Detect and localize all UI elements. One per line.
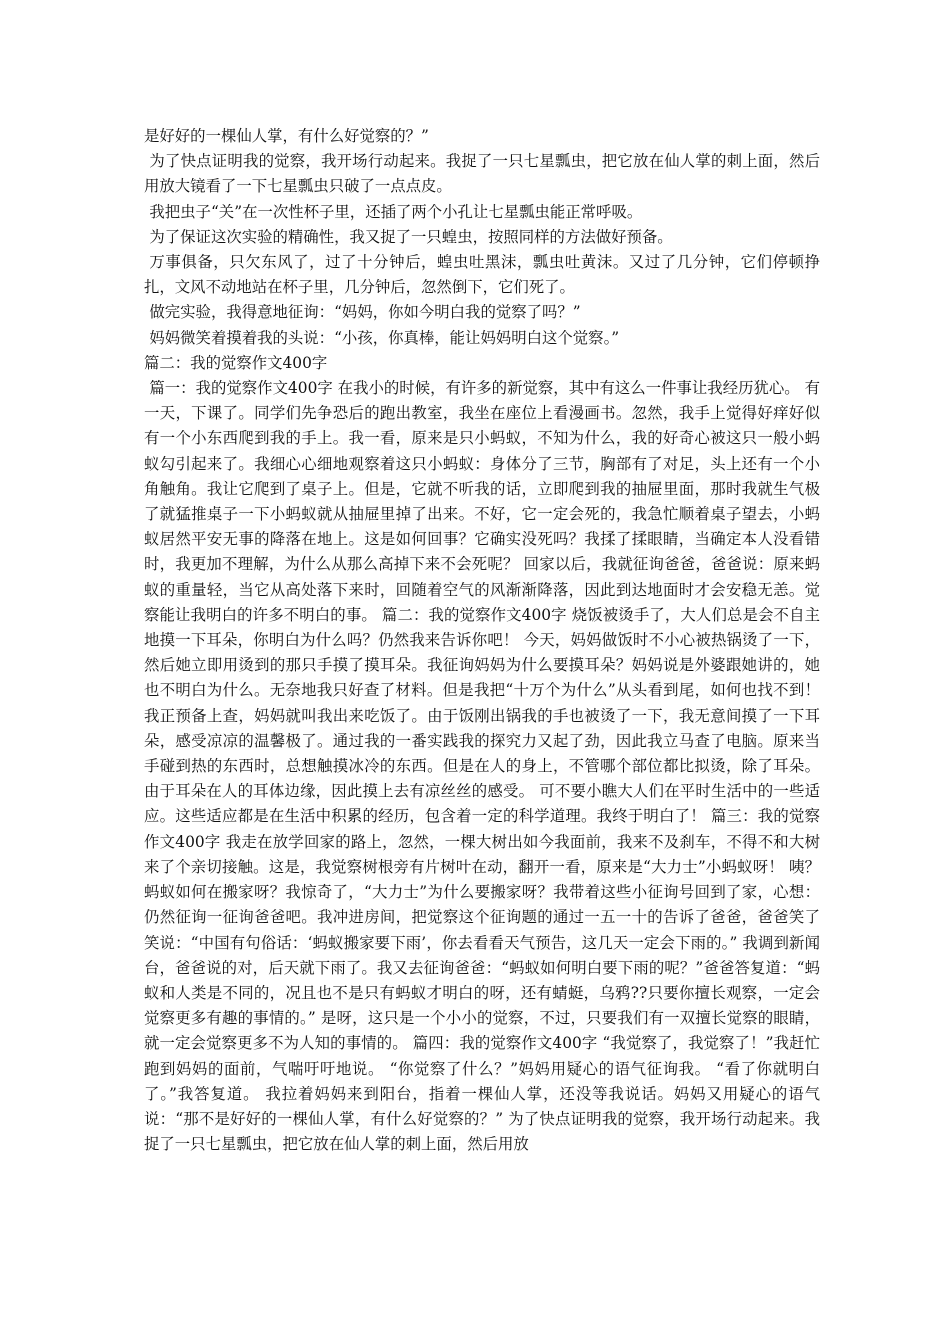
document-page [144,124,820,1157]
paragraph-7: 妈妈微笑着摸着我的头说：“小孩，你真棒，能让妈妈明白这个觉察。” [149,328,620,347]
paragraph-1: 是好好的一棵仙人掌，有什么好觉察的？” [144,127,429,145]
paragraph-3: 我把虫子“关”在一次性杯子里，还插了两个小孔让七星瓢虫能正常呼吸。 [149,202,643,221]
paragraph-6: 做完实验，我得意地征询：“妈妈，你如今明白我的觉察了吗？” [149,303,581,322]
paragraph-5: 万事俱备，只欠东风了，过了十分钟后，蝗虫吐黑沫，瓢虫吐黄沫。又过了几分钟，它们停顿挣扎，文风不动地站在杯子里，几分钟后，忽然倒下，它们死了。 [144,253,820,297]
paragraph-4: 为了保证这次实验的精确性，我又捉了一只蝗虫，按照同样的方法做好预备。 [149,227,673,246]
paragraph-main-body: 篇一：我的觉察作文400字 在我小的时候，有许多的新觉察，其中有这么一件事让我经历犹心。 有一天，下课了。同学们先争恐后的跑出教室，我坐在座位上看漫画书。忽然，我手上觉得好痒好似有一个小东西爬到我的手上。我一看，原来是只小蚂蚁，不知为什么，我的好奇心被这只一般小蚂蚁勾引起来了。我细心心细地观察着这只小蚂蚁：身体分了三节，胸部有了对足，头上还有一个小角触角。我让它爬到了桌子上。但是，它就不听我的话，立即爬到我的抽屉里面，那时我就生气极了就猛推桌子一下小蚂蚁就从抽屉里掉了出来。不好，它一定会死的，我急忙顺着桌子望去，小蚂蚁居然平安无事的降落在地上。这是如何回事？它确实没死吗？我揉了揉眼睛，当确定本人没看错时，我更加不理解，为什么从那么高掉下来不会死呢？ 回家以后，我就征询爸爸，爸爸说：原来蚂蚁的重量轻，当它从高处落下来时，回随着空气的风渐渐降落，因此到达地面时才会安稳无恙。觉察能让我明白的许多不明白的事。 篇二：我的觉察作文400字 烧饭被烫手了，大人们总是会不自主地摸一下耳朵，你明白为什么吗？仍然我来告诉你吧！ 今天，妈妈做饭时不小心被热锅烫了一下，然后她立即用烫到的那只手摸了摸耳朵。我征询妈妈为什么要摸耳朵？妈妈说是外婆跟她讲的，她也不明白为什么。无奈地我只好查了材料。但是我把“十万个为什么”从头看到尾，如何也找不到！我正预备上查，妈妈就叫我出来吃饭了。由于饭刚出锅我的手也被烫了一下，我无意间摸了一下耳朵，感受凉凉的温馨极了。通过我的一番实践我的探究力又起了劲，因此我立马查了电脑。原来当手碰到热的东西时，总想触摸冰冷的东西。但是在人的身上，不管哪个部位都比拟烫，除了耳朵。由于耳朵在人的耳体边缘，因此摸上去有凉丝丝的感受。 可不要小瞧大人们在平时生活中的一些适应。这些适应都是在生活中积累的经历，包含着一定的科学道理。我终于明白了！ 篇三：我的觉察作文400字 我走在放学回家的路上，忽然，一棵大树出如今我面前，我来不及刹车，不得不和大树来了个亲切接触。这是，我觉察树根旁有片树叶在动，翻开一看，原来是“大力士”小蚂蚁呀！ 咦？蚂蚁如何在搬家呀？我惊奇了，“大力士”为什么要搬家呀？我带着这些小征询号回到了家，心想：仍然征询一征询爸爸吧。我冲进房间，把觉察这个征询题的通过一五一十的告诉了爸爸，爸爸笑了笑说：“中国有句俗话：‘蚂蚁搬家要下雨’，你去看看天气预告，这几天一定会下雨的。” 我调到新闻台，爸爸说的对，后天就下雨了。我又去征询爸爸：“蚂蚁如何明白要下雨的呢？”爸爸答复道：“蚂蚁和人类是不同的，况且也不是只有蚂蚁才明白的呀，还有蜻蜓，乌鸦??只要你擅长观察，一定会觉察更多有趣的事情的。” 是呀，这只是一个小小的觉察，不过，只要我们有一双擅长觉察的眼睛，就一定会觉察更多不为人知的事情的。 篇四：我的觉察作文400字 “我觉察了，我觉察了！”我赶忙跑到妈妈的面前，气喘吁吁地说。 “你觉察了什么？”妈妈用疑心的语气征询我。 “看了你就明白了。”我答复道。 我拉着妈妈来到阳台，指着一棵仙人掌，还没等我说话。妈妈又用疑心的语气说：“那不是好好的一棵仙人掌，有什么好觉察的？” 为了快点证明我的觉察，我开场行动起来。我捉了一只七星瓢虫，把它放在仙人掌的刺上面，然后用放 [144,379,820,1154]
paragraph-2: 为了快点证明我的觉察，我开场行动起来。我捉了一只七星瓢虫，把它放在仙人掌的刺上面，然后用放大镜看了一下七星瓢虫只破了一点点皮。 [144,152,820,196]
section-heading: 篇二：我的觉察作文400字 [144,353,328,372]
